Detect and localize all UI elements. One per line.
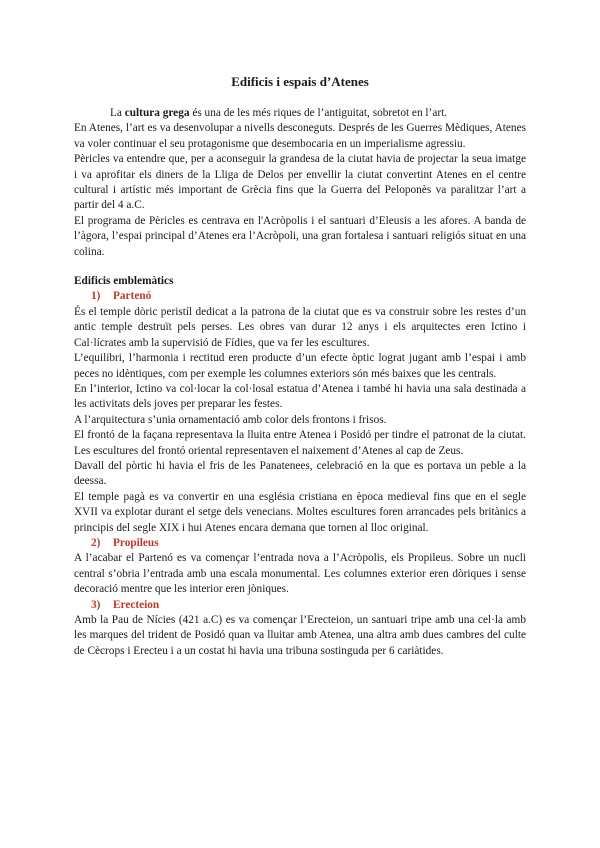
- intro-paragraph-1: La cultura grega és una de les més riques de l’antiguitat, sobretot en l’art.: [110, 107, 448, 119]
- subsection-number: 3): [91, 598, 101, 611]
- section-heading: Edificis emblemàtics: [74, 275, 174, 288]
- intro-paragraph-4: El programa de Pèricles es centrava en l'Acròpolis i el santuari d’Eleusis a les afores. A banda de l’àgora, l’espai principal d’Atenes era l’Acròpoli, una gran fortalesa i santuari religiós situat en una colina.: [74, 214, 526, 258]
- subsection-paragraph: Amb la Pau de Nícies (421 a.C) es va començar l’Erecteion, un santuari tripe amb una cel·la amb les marques del trident de Posidó quan va lluitar amb Atenea, una altra amb dues cambres del culte de Cècrops i Erecteu i a un costat hi havia una tribuna sostinguda per 6 cariàtides.: [74, 614, 526, 657]
- subsection-heading: [74, 536, 526, 551]
- intro-paragraph-3: Pèricles va entendre que, per a aconseguir la grandesa de la ciutat havia de projectar la seua imatge i va aprofitar els diners de la Lliga de Delos per envellir la ciutat convertint Atenes en el centre cultural i artístic més important de Grècia fins que la Guerra del Peloponès va paralitzar l’art a partir del 4 a.C.: [74, 153, 526, 212]
- subsection-paragraph: En l’interior, Ictino va col·locar la col·losal estatua d’Atenea i també hi havia una sala destinada a les activitats dels joves per preparar les festes.: [74, 382, 526, 411]
- subsections-list: [74, 289, 526, 659]
- subsection-title: Propileus: [113, 536, 159, 549]
- document-title: Edificis i espais d’Atenes: [231, 74, 369, 89]
- subsection-paragraph: El frontó de la façana representava la lluita entre Atenea i Posidó per tindre el patronat de la ciutat. Les escultures del frontó oriental representaven el naixement d’Atenes al cap de Zeus.: [74, 429, 526, 457]
- subsection-title: Partenó: [113, 290, 152, 303]
- bold-term: cultura grega: [124, 107, 190, 119]
- subsection-paragraph: A l’arquitectura s’unia ornamentació amb color dels frontons i frisos.: [74, 413, 387, 426]
- intro-paragraph-2: En Atenes, l’art es va desenvolupar a nivells desconeguts. Després de les Guerres Mèdiques, Atenes va voler continuar el seu protagonisme que desembocaria en un imperialisme agressiu.: [74, 122, 526, 150]
- subsection-paragraph: A l’acabar el Partenó es va començar l’entrada nova a l’Acròpolis, els Propileus. Sobre un nucli central s’obria l’entrada amb una escala monumental. Les columnes exterior eren dòriques i sense decoració mentre que les interior eren jòniques.: [74, 552, 526, 596]
- subsection-paragraph: El temple pagà es va convertir en una església cristiana en època medieval fins que en el segle XVII va explotar durant el setge dels venecians. Moltes escultures foren arrancades pels britànics a principis del segle XIX i hui Atenes encara demana que tornen al lloc original.: [74, 490, 526, 534]
- document-body: [74, 106, 526, 659]
- subsection-heading: [74, 289, 526, 304]
- subsection-title: Erecteion: [113, 598, 160, 611]
- subsection-paragraph: Davall del pòrtic hi havia el fris de les Panatenees, celebració en la que es portava un peble a la deessa.: [74, 459, 526, 488]
- subsection-number: 1): [91, 290, 101, 303]
- subsection-paragraph: És el temple dòric peristíl dedicat a la patrona de la ciutat que es va construir sobre les restes d’un antic temple destruït pels perses. Les obres van durar 12 anys i els arquitectes eren Ictino i Cal·lícrates amb la supervisió de Fídies, que va fer les escultures.: [74, 305, 526, 349]
- subsection-number: 2): [91, 536, 101, 549]
- subsection-paragraph: L’equilibri, l’harmonia i rectitud eren producte d’un efecte òptic lograt jugant amb l’espai i amb peces no idèntiques, com per exemple les columnes exteriors són més baixes que les centrals.: [74, 352, 526, 380]
- subsection-heading: [74, 598, 526, 613]
